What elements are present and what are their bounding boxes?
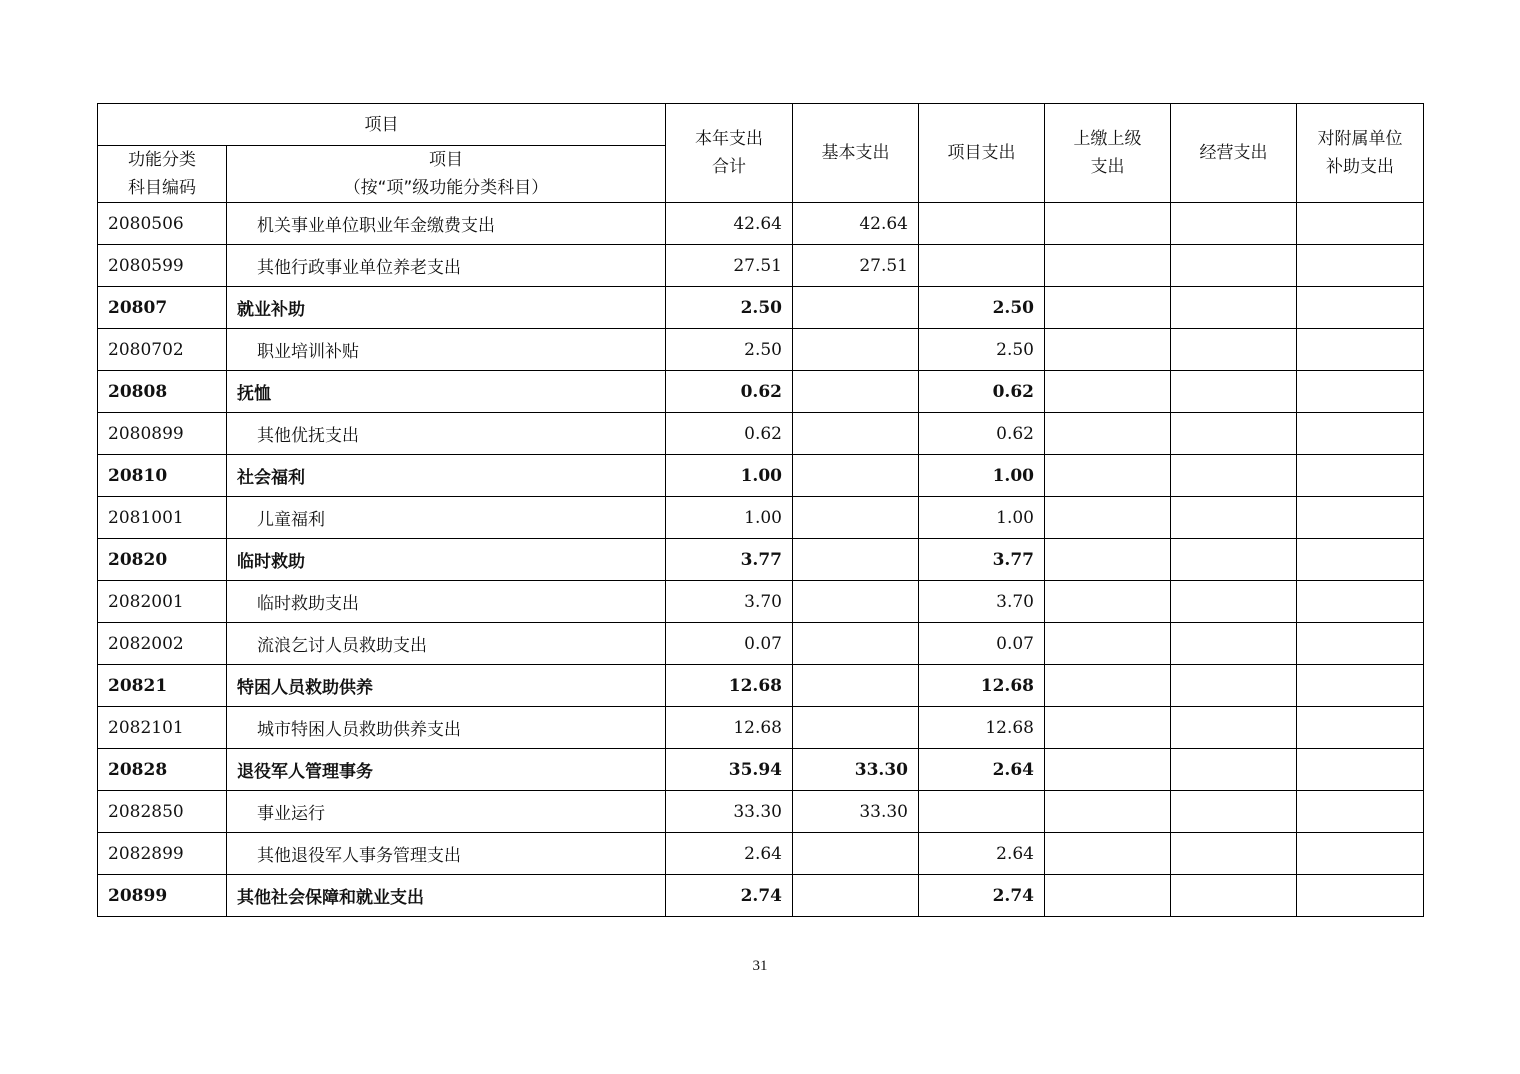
header-name [227,146,666,203]
name-cell: 就业补助 [227,287,666,329]
code-cell: 2082899 [98,833,227,875]
upper-cell [1045,287,1171,329]
expense-table [97,103,1424,917]
table-row [98,245,1424,287]
header-business: 经营支出 [1171,104,1297,203]
code-cell: 20807 [98,287,227,329]
basic-cell [793,287,919,329]
upper-cell [1045,413,1171,455]
business-cell [1171,707,1297,749]
name-cell: 临时救助 [227,539,666,581]
code-cell: 2082002 [98,623,227,665]
table-row [98,539,1424,581]
name-cell: 其他行政事业单位养老支出 [227,245,666,287]
basic-cell [793,665,919,707]
total-cell: 27.51 [666,245,793,287]
table-row [98,371,1424,413]
table-row [98,413,1424,455]
name-cell: 其他优抚支出 [227,413,666,455]
code-cell: 20821 [98,665,227,707]
upper-cell [1045,791,1171,833]
upper-cell [1045,581,1171,623]
subsidy-cell [1297,539,1424,581]
header-code-line1: 功能分类 [128,150,196,170]
name-cell: 临时救助支出 [227,581,666,623]
subsidy-cell [1297,581,1424,623]
business-cell [1171,455,1297,497]
header-row-top [98,104,1424,146]
header-project: 项目支出 [919,104,1045,203]
project-cell: 1.00 [919,455,1045,497]
code-cell: 20899 [98,875,227,917]
code-cell: 20810 [98,455,227,497]
business-cell [1171,581,1297,623]
basic-cell [793,497,919,539]
total-cell: 2.50 [666,287,793,329]
basic-cell [793,875,919,917]
upper-cell [1045,707,1171,749]
subsidy-cell [1297,287,1424,329]
business-cell [1171,623,1297,665]
header-subsidy-line2: 补助支出 [1326,157,1394,177]
table-row [98,497,1424,539]
table-row [98,581,1424,623]
code-cell: 2082101 [98,707,227,749]
business-cell [1171,791,1297,833]
total-cell: 0.62 [666,371,793,413]
basic-cell [793,623,919,665]
header-upper-line2: 支出 [1090,157,1125,177]
code-cell: 2082001 [98,581,227,623]
basic-cell [793,413,919,455]
basic-cell: 33.30 [793,791,919,833]
business-cell [1171,329,1297,371]
table-row [98,833,1424,875]
project-cell: 3.70 [919,581,1045,623]
code-cell: 2080506 [98,203,227,245]
subsidy-cell [1297,833,1424,875]
table-row [98,791,1424,833]
project-cell: 2.64 [919,833,1045,875]
name-cell: 城市特困人员救助供养支出 [227,707,666,749]
subsidy-cell [1297,329,1424,371]
project-cell: 0.07 [919,623,1045,665]
upper-cell [1045,875,1171,917]
project-cell: 2.50 [919,329,1045,371]
business-cell [1171,371,1297,413]
business-cell [1171,749,1297,791]
header-name-line1: 项目 [429,150,463,170]
header-upper [1045,104,1171,203]
business-cell [1171,287,1297,329]
business-cell [1171,245,1297,287]
total-cell: 2.74 [666,875,793,917]
total-cell: 1.00 [666,455,793,497]
upper-cell [1045,833,1171,875]
code-cell: 2080702 [98,329,227,371]
project-cell: 0.62 [919,371,1045,413]
upper-cell [1045,623,1171,665]
subsidy-cell [1297,203,1424,245]
header-upper-line1: 上缴上级 [1073,129,1142,149]
basic-cell: 42.64 [793,203,919,245]
total-cell: 12.68 [666,707,793,749]
project-cell [919,791,1045,833]
upper-cell [1045,455,1171,497]
header-code-line2: 科目编码 [128,178,196,198]
table-row [98,329,1424,371]
name-cell: 特困人员救助供养 [227,665,666,707]
table-row [98,749,1424,791]
header-basic: 基本支出 [793,104,919,203]
code-cell: 20828 [98,749,227,791]
upper-cell [1045,497,1171,539]
total-cell: 0.07 [666,623,793,665]
total-cell: 42.64 [666,203,793,245]
total-cell: 2.50 [666,329,793,371]
table-row [98,875,1424,917]
total-cell: 33.30 [666,791,793,833]
basic-cell [793,455,919,497]
table-row [98,707,1424,749]
code-cell: 2080599 [98,245,227,287]
header-total [666,104,793,203]
total-cell: 35.94 [666,749,793,791]
total-cell: 3.70 [666,581,793,623]
header-total-line2: 合计 [712,157,746,177]
subsidy-cell [1297,665,1424,707]
subsidy-cell [1297,455,1424,497]
total-cell: 2.64 [666,833,793,875]
project-cell: 12.68 [919,665,1045,707]
name-cell: 其他社会保障和就业支出 [227,875,666,917]
total-cell: 0.62 [666,413,793,455]
code-cell: 20820 [98,539,227,581]
header-total-line1: 本年支出 [695,129,763,149]
subsidy-cell [1297,749,1424,791]
code-cell: 2080899 [98,413,227,455]
business-cell [1171,203,1297,245]
upper-cell [1045,371,1171,413]
code-cell: 2081001 [98,497,227,539]
table-body [98,203,1424,917]
basic-cell [793,581,919,623]
project-cell: 1.00 [919,497,1045,539]
subsidy-cell [1297,875,1424,917]
name-cell: 流浪乞讨人员救助支出 [227,623,666,665]
project-cell [919,203,1045,245]
header-subsidy-line1: 对附属单位 [1317,129,1403,149]
name-cell: 社会福利 [227,455,666,497]
basic-cell: 33.30 [793,749,919,791]
subsidy-cell [1297,371,1424,413]
table-row [98,455,1424,497]
project-cell: 2.64 [919,749,1045,791]
upper-cell [1045,203,1171,245]
upper-cell [1045,329,1171,371]
project-cell: 3.77 [919,539,1045,581]
total-cell: 12.68 [666,665,793,707]
name-cell: 其他退役军人事务管理支出 [227,833,666,875]
table-row [98,203,1424,245]
project-cell: 12.68 [919,707,1045,749]
subsidy-cell [1297,245,1424,287]
page-number: 31 [752,958,768,974]
subsidy-cell [1297,791,1424,833]
basic-cell [793,371,919,413]
code-cell: 20808 [98,371,227,413]
total-cell: 1.00 [666,497,793,539]
basic-cell [793,329,919,371]
project-cell: 0.62 [919,413,1045,455]
project-cell: 2.74 [919,875,1045,917]
code-cell: 2082850 [98,791,227,833]
header-subsidy [1297,104,1424,203]
business-cell [1171,875,1297,917]
name-cell: 职业培训补贴 [227,329,666,371]
upper-cell [1045,539,1171,581]
business-cell [1171,833,1297,875]
name-cell: 儿童福利 [227,497,666,539]
table-row [98,623,1424,665]
project-cell: 2.50 [919,287,1045,329]
subsidy-cell [1297,707,1424,749]
subsidy-cell [1297,497,1424,539]
basic-cell: 27.51 [793,245,919,287]
subsidy-cell [1297,413,1424,455]
header-code [98,146,227,203]
name-cell: 机关事业单位职业年金缴费支出 [227,203,666,245]
subsidy-cell [1297,623,1424,665]
basic-cell [793,707,919,749]
project-cell [919,245,1045,287]
name-cell: 事业运行 [227,791,666,833]
total-cell: 3.77 [666,539,793,581]
header-name-line2: （按“项”级功能分类科目） [343,178,549,198]
table-row [98,287,1424,329]
basic-cell [793,539,919,581]
business-cell [1171,497,1297,539]
business-cell [1171,539,1297,581]
upper-cell [1045,749,1171,791]
header-group-title: 项目 [98,104,666,146]
name-cell: 抚恤 [227,371,666,413]
business-cell [1171,665,1297,707]
table-row [98,665,1424,707]
upper-cell [1045,665,1171,707]
business-cell [1171,413,1297,455]
name-cell: 退役军人管理事务 [227,749,666,791]
basic-cell [793,833,919,875]
upper-cell [1045,245,1171,287]
